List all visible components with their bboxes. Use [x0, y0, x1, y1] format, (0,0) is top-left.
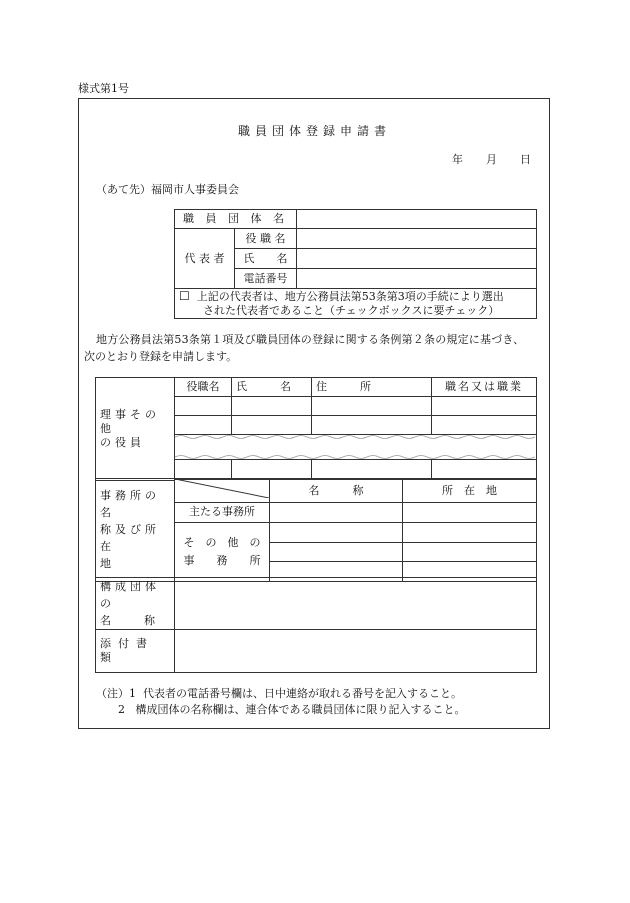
org-name-field[interactable]	[297, 210, 537, 229]
form-number: 様式第1号	[78, 82, 129, 95]
rep-name-label: 氏 名	[235, 249, 297, 269]
phone-label: 電話番号	[235, 269, 297, 289]
date-month: 月	[486, 153, 497, 166]
other-office-name-field[interactable]	[270, 542, 403, 561]
attachments-field[interactable]	[175, 630, 537, 673]
representative-label: 代 表 者	[175, 229, 235, 289]
other-office-name-field[interactable]	[270, 522, 403, 542]
intro-text-1: 地方公務員法第53条第１項及び職員団体の登録に関する条例第２条の規定に基づき、	[96, 333, 525, 346]
officer-occupation-cell[interactable]	[432, 397, 537, 416]
form-title: 職員団体登録申請書	[238, 124, 392, 138]
header-address: 住 所	[312, 378, 432, 397]
header-occupation: 職名又は職業	[432, 378, 537, 397]
addressee: （あて先）福岡市人事委員会	[96, 183, 239, 196]
officer-address-cell[interactable]	[312, 460, 432, 480]
diagonal-line	[175, 479, 269, 498]
officer-address-cell[interactable]	[312, 397, 432, 416]
other-office-location-field[interactable]	[403, 542, 537, 561]
confirmation-text-1: 上記の代表者は、地方公務員法第53条第3項の手続により選出	[196, 290, 504, 304]
confirmation-text-2: された代表者であること（チェックボックスに要チェック）	[203, 304, 500, 318]
header-office-name: 名 称	[270, 479, 403, 503]
note-2: 2 構成団体の名称欄は、連合体である職員団体に限り記入すること。	[118, 703, 466, 716]
other-office-location-field[interactable]	[403, 522, 537, 542]
organization-table	[174, 209, 537, 319]
intro-text-2: 次のとおり登録を申請します。	[84, 350, 238, 363]
other-office-label: そ の 他 の 事 務 所	[175, 522, 270, 581]
member-orgs-label: 構成団体の 名 称	[96, 578, 175, 630]
rep-name-field[interactable]	[297, 249, 537, 269]
note-1: （注）1 代表者の電話番号欄は、日中連絡が取れる番号を記入すること。	[96, 687, 462, 700]
org-name-label: 職 員 団 体 名	[175, 210, 297, 229]
offices-table	[95, 478, 537, 582]
header-position: 役職名	[175, 378, 232, 397]
member-attachments-table	[95, 577, 537, 673]
officer-name-cell[interactable]	[232, 397, 312, 416]
officer-name-cell[interactable]	[232, 460, 312, 480]
position-field[interactable]	[297, 229, 537, 249]
officers-label: 理事その他 の役員	[96, 378, 175, 481]
header-office-location: 所 在 地	[403, 479, 537, 503]
officer-position-cell[interactable]	[175, 460, 232, 480]
date-day: 日	[520, 153, 531, 166]
main-office-label: 主たる事務所	[175, 502, 270, 522]
date-year: 年	[452, 153, 463, 166]
attachments-label: 添付書類	[96, 630, 175, 673]
phone-field[interactable]	[297, 269, 537, 289]
main-office-location-field[interactable]	[403, 502, 537, 522]
position-label: 役 職 名	[235, 229, 297, 249]
member-orgs-field[interactable]	[175, 578, 537, 630]
officer-occupation-cell[interactable]	[432, 460, 537, 480]
officer-position-cell[interactable]	[175, 397, 232, 416]
election-confirmation	[175, 289, 537, 319]
omission-wave-lines	[175, 431, 536, 461]
main-office-name-field[interactable]	[270, 502, 403, 522]
officers-table	[95, 377, 537, 481]
diagonal-cell	[175, 479, 270, 503]
offices-label: 事務所の名 称及び所在 地	[96, 479, 175, 582]
header-name: 氏 名	[232, 378, 312, 397]
checkbox[interactable]: ☐	[179, 289, 190, 304]
